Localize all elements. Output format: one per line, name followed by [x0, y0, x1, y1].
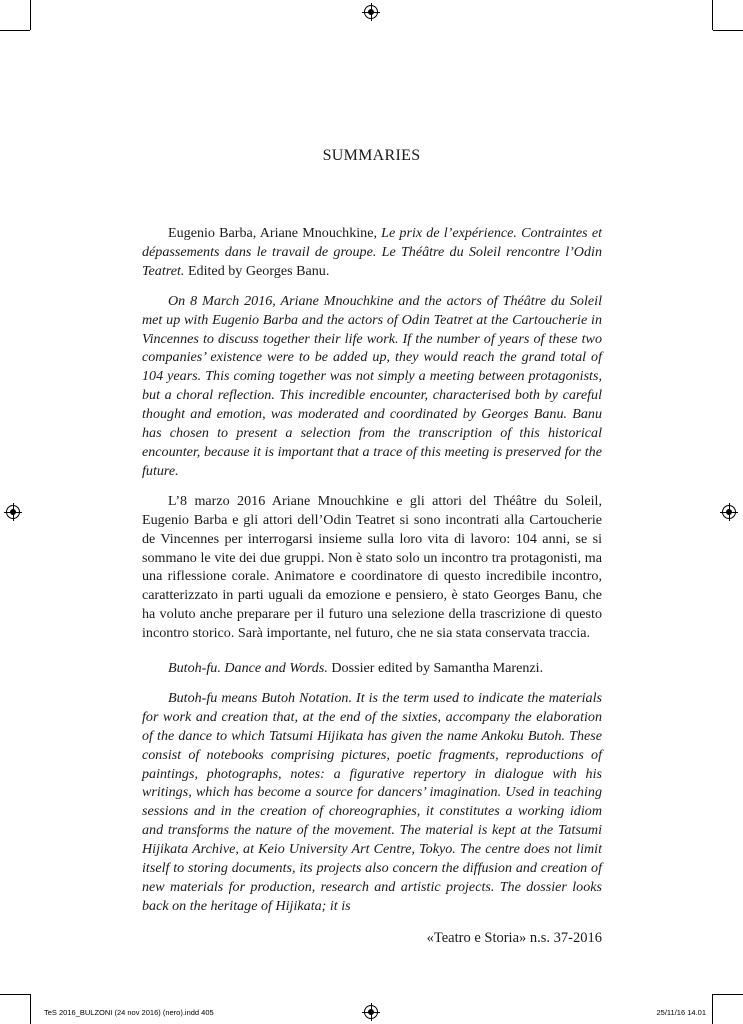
entry2-abstract-en-text: Butoh-fu means Butoh Notation. It is the term used to indicate the materials for work and creation that, at the end of the sixties, accompany the elaboration of the dance to which Tatsumi Hijikata has given the name Ankoku Butoh. These consist of notebooks comprising pictures, poetic fragments, reproductions of paintings, photographs, notes: a figurative repertory in dialogue with his writings, which has become a source for dancers’ imagination. Used in teaching sessions and in the creation of choreographies, it constitutes a working idiom and transforms the nature of the movement. The material is kept at the Tatsumi Hijikata Archive, at Keio University Art Centre, Tokyo. The centre does not limit itself to storing documents, its projects also concern the diffusion and creation of new materials for production, research and artistic projects. The dossier looks back on the heritage of Hijikata; it is	[142, 689, 602, 914]
crop-mark-top-left	[30, 0, 31, 30]
crop-mark-top-right-h	[713, 30, 743, 31]
summaries-body	[142, 224, 602, 927]
crop-mark-bottom-right	[712, 994, 713, 1024]
entry2-editor: Dossier edited by Samantha Marenzi.	[327, 660, 544, 677]
page-title: SUMMARIES	[322, 147, 421, 164]
crop-mark-bottom-left	[30, 994, 31, 1024]
crop-mark-bottom-left-h	[0, 994, 30, 995]
entry1-editor: Edited by Georges Banu.	[184, 262, 330, 279]
slug-filename: TeS 2016_BULZONI (24 nov 2016) (nero).indd 405	[44, 1008, 214, 1017]
entry1-abstract-it: L’8 marzo 2016 Ariane Mnouchkine e gli attori del Théâtre du Soleil, Eugenio Barba e gli attori dell’Odin Teatret si sono incontrati alla Cartoucherie de Vincennes per interrogarsi insieme sulla loro vita di lavoro: 104 anni, se si sommano le vite dei due gruppi. Non è stato solo un incontro tra protagonisti, ma una riflessione corale. Animatore e coordinatore di questo incredibile incontro, caratterizzato in parti uguali da emozione e pensiero, è stato Georges Banu, che ha voluto anche preparare per il futuro una selezione della trascrizione di questo incontro storico. Sarà importante, nel futuro, che ne sia stata conservata traccia.	[142, 492, 602, 642]
entry1-abstract-en-text: On 8 March 2016, Ariane Mnouchkine and the actors of Théâtre du Soleil met up with Eugenio Barba and the actors of Odin Teatret at the Cartoucherie in Vincennes to discuss together their life work. If the number of years of these two companies’ existence were to be added up, they would reach the grand total of 104 years. This coming together was not simply a meeting between protagonists, but a choral reflection. This incredible encounter, characterised both by careful thought and emotion, was moderated and coordinated by Georges Banu. Banu has chosen to present a selection from the transcription of this historical encounter, because it is important that a trace of this meeting is preserved for the future.	[142, 292, 602, 479]
entry1-citation	[142, 224, 602, 281]
entry1-abstract-en	[142, 292, 602, 481]
crop-mark-top-right	[712, 0, 713, 30]
entry2-abstract-en	[142, 689, 602, 916]
entry2-citation	[142, 659, 602, 678]
crop-mark-bottom-right-h	[713, 994, 743, 995]
entry1-title: Le prix de l’expérience. Contraintes et dépassements dans le travail de groupe. Le Théâtre du Soleil rencontre l’Odin Teatret.	[142, 225, 602, 279]
registration-mark-right-icon	[722, 505, 736, 519]
entry1-authors: Eugenio Barba, Ariane Mnouchkine,	[168, 225, 382, 241]
entry2-title: Butoh-fu. Dance and Words.	[168, 660, 328, 677]
registration-mark-bottom-icon	[364, 1005, 378, 1019]
slug-date: 25/11/16 14.01	[656, 1008, 706, 1017]
journal-citation: «Teatro e Storia» n.s. 37-2016	[426, 930, 602, 946]
registration-mark-top-icon	[364, 5, 378, 19]
registration-mark-left-icon	[6, 505, 20, 519]
crop-mark-top-left-h	[0, 30, 30, 31]
